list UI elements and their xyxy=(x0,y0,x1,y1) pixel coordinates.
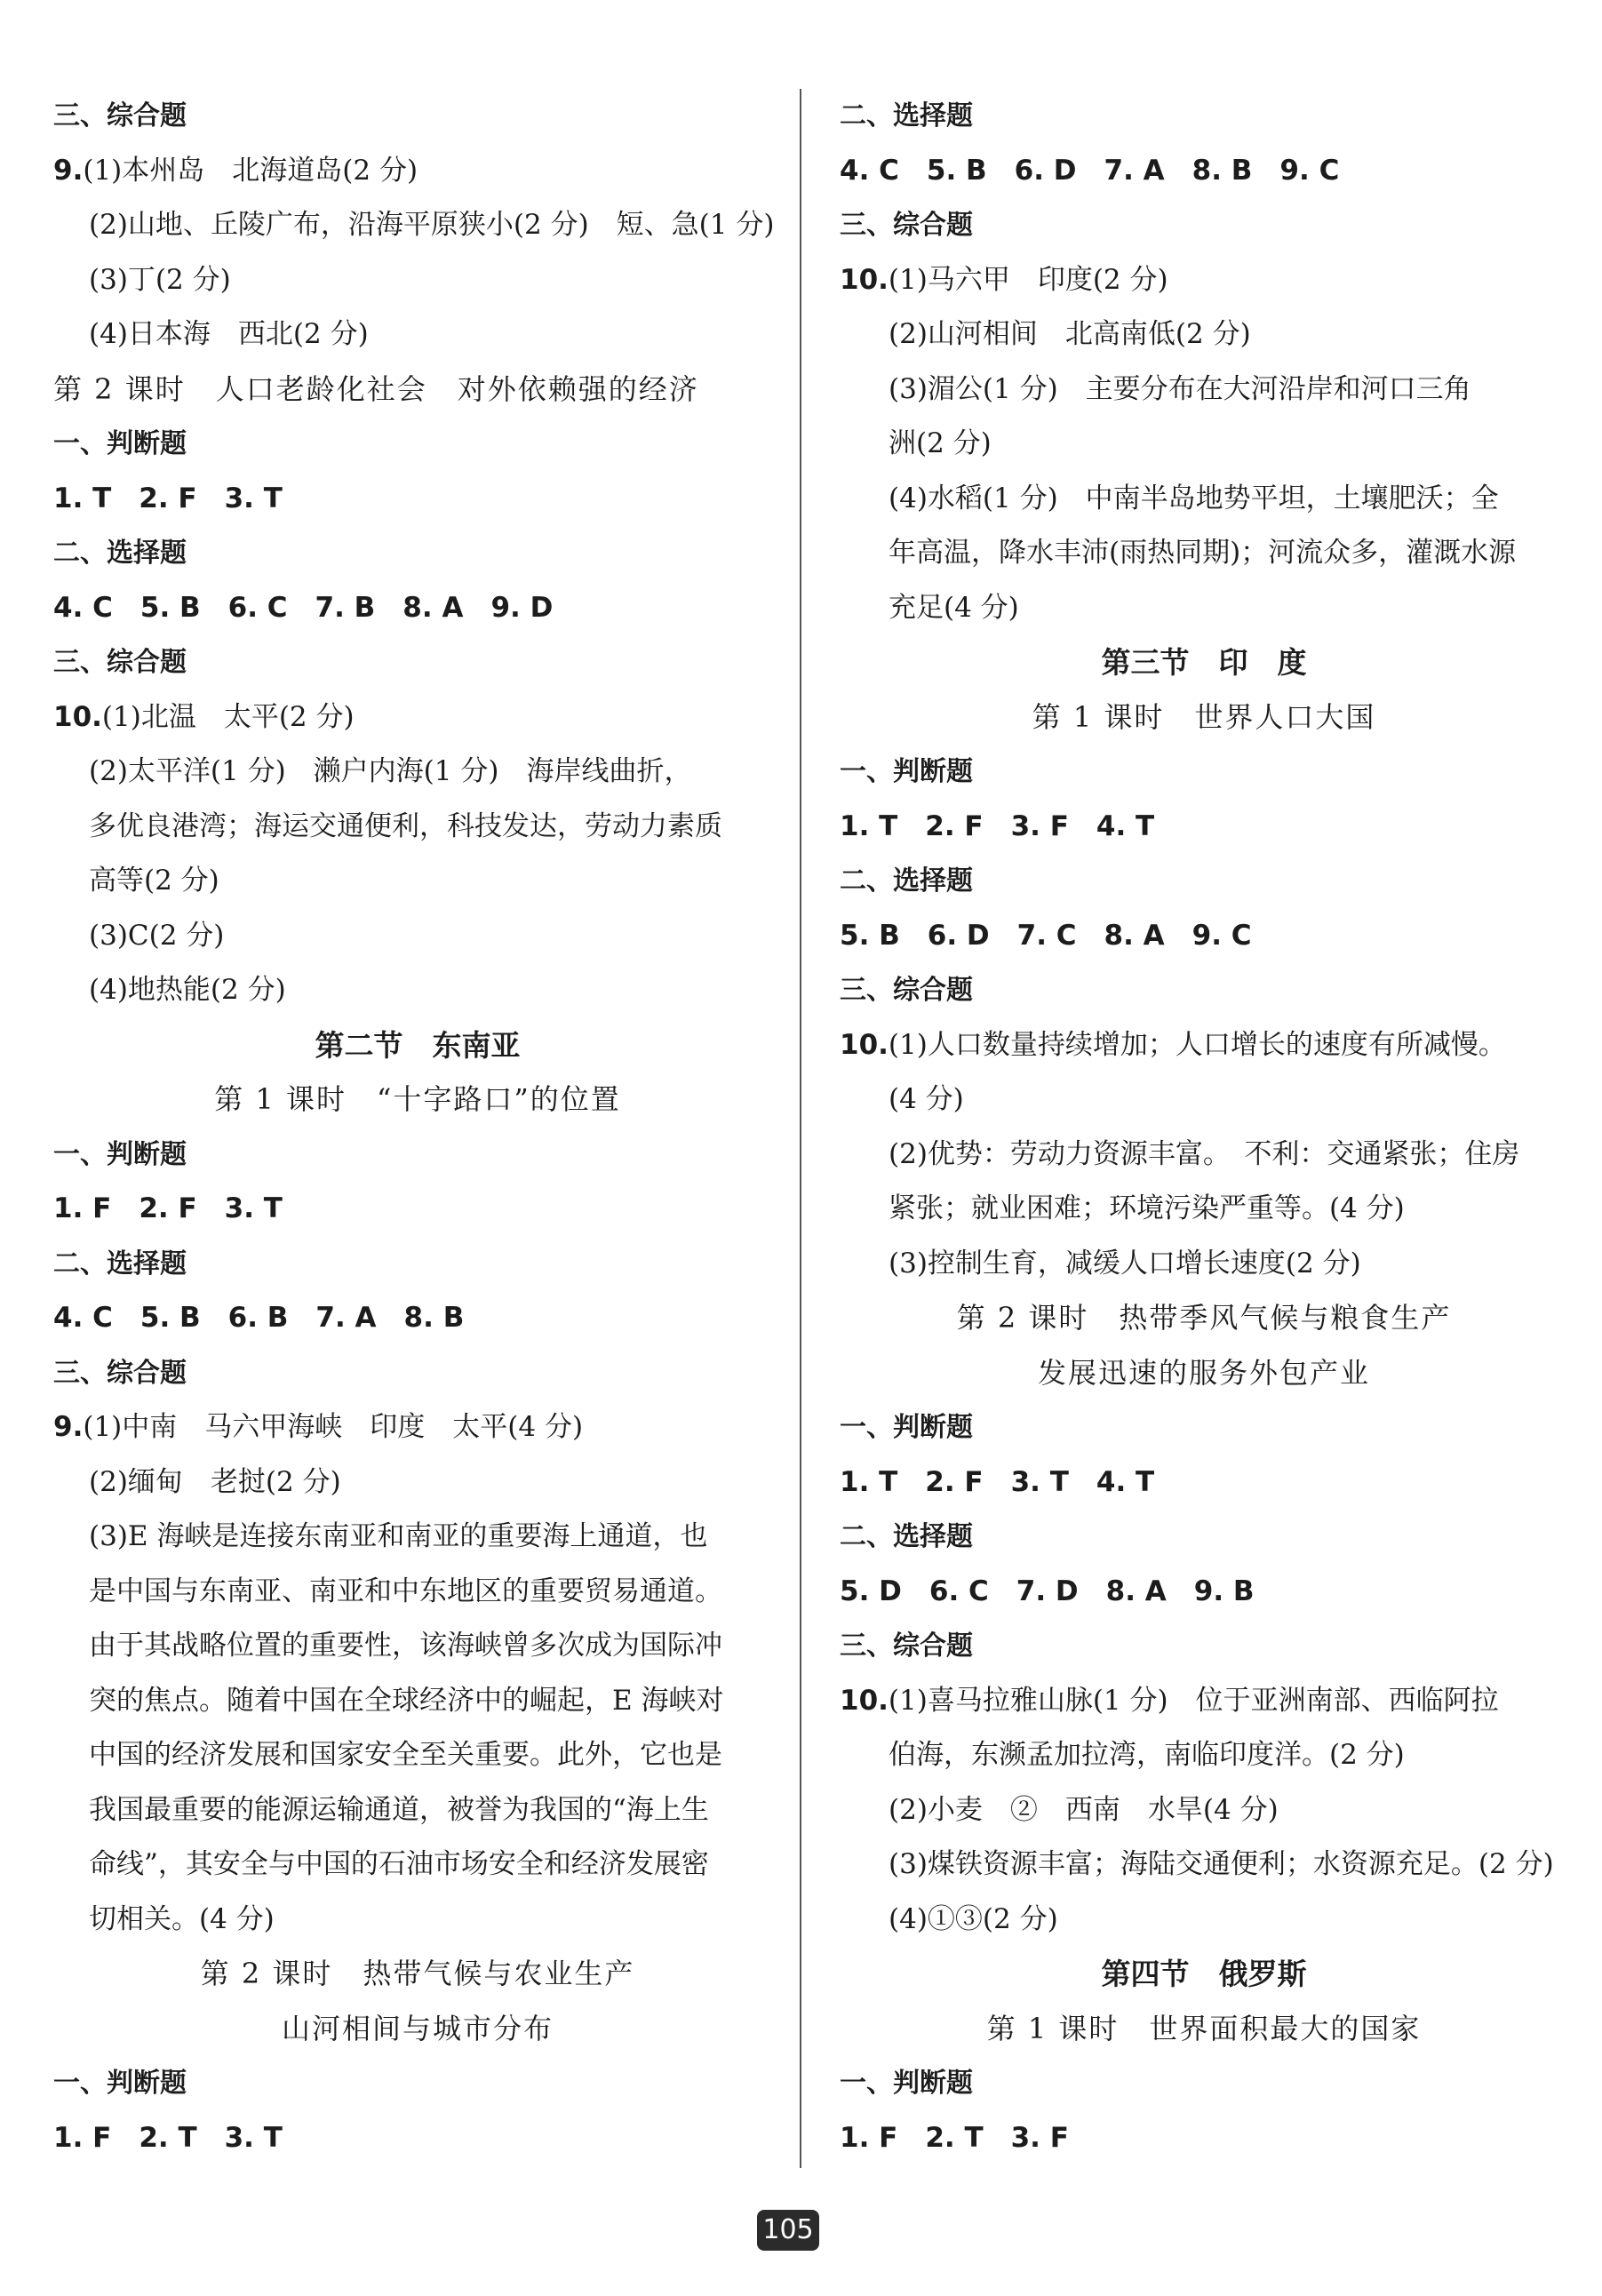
question-10 xyxy=(840,253,1568,308)
section-title: 第三节 印 度 xyxy=(1101,645,1307,680)
lesson-title: 第 1 课时 世界面积最大的国家 xyxy=(986,2011,1422,2045)
answer-line: 高等(2 分) xyxy=(89,865,219,897)
answer-list: 1. F 2. T 3. F xyxy=(840,2121,1069,2154)
question-10 xyxy=(53,690,782,745)
lesson-title: 第 2 课时 热带气候与农业生产 xyxy=(200,1957,635,1990)
answer-text: (1)中南 马六甲海峡 印度 太平(4 分) xyxy=(83,1411,584,1443)
column-divider xyxy=(800,89,801,2168)
answer-list: 1. T 2. F 3. T 4. T xyxy=(840,1465,1155,1498)
answer-line: 中国的经济发展和国家安全至关重要。此外，它也是 xyxy=(89,1739,722,1771)
answer-list: 1. T 2. F 3. T xyxy=(53,482,283,514)
left-column xyxy=(53,89,782,2165)
answer-text: (1)人口数量持续增加；人口增长的速度有所减慢。 xyxy=(888,1028,1506,1061)
question-9 xyxy=(53,144,782,199)
section-heading: 二、选择题 xyxy=(840,1521,973,1552)
answer-line: 洲(2 分) xyxy=(889,427,992,459)
section-title: 第二节 东南亚 xyxy=(315,1027,521,1063)
question-number: 10. xyxy=(840,263,889,296)
answer-line: (3)湄公(1 分) 主要分布在大河沿岸和河口三角 xyxy=(889,372,1471,405)
answer-line: 我国最重要的能源运输通道，被誉为我国的“海上生 xyxy=(89,1793,709,1826)
section-heading: 一、判断题 xyxy=(53,1138,187,1170)
answer-list: 4. C 5. B 6. C 7. B 8. A 9. D xyxy=(53,591,554,624)
lesson-title: 第 1 课时 “十字路口”的位置 xyxy=(214,1082,621,1116)
question-10 xyxy=(840,1018,1568,1073)
answer-line: 充足(4 分) xyxy=(889,591,1019,624)
section-heading: 一、判断题 xyxy=(53,428,187,459)
section-heading: 三、综合题 xyxy=(840,1630,973,1662)
section-heading: 二、选择题 xyxy=(840,865,973,897)
answer-text: (1)马六甲 印度(2 分) xyxy=(888,263,1168,296)
answer-line: (2)山河相间 北高南低(2 分) xyxy=(889,318,1251,350)
section-heading: 二、选择题 xyxy=(840,100,973,132)
answer-line: (2)优势：劳动力资源丰富。 不利：交通紧张；住房 xyxy=(889,1137,1520,1170)
answer-line: (4)日本海 西北(2 分) xyxy=(89,318,369,350)
question-number: 9. xyxy=(53,154,84,187)
answer-line: (2)太平洋(1 分) 濑户内海(1 分) 海岸线曲折， xyxy=(89,755,692,787)
answer-line: (2)山地、丘陵广布，沿海平原狭小(2 分) 短、急(1 分) xyxy=(89,209,775,241)
question-number: 10. xyxy=(840,1684,889,1717)
section-heading: 二、选择题 xyxy=(53,538,187,569)
answer-line: (4)水稻(1 分) 中南半岛地势平坦，土壤肥沃；全 xyxy=(889,482,1499,514)
section-heading: 一、判断题 xyxy=(840,756,973,787)
answer-line: (4 分) xyxy=(889,1083,964,1115)
answer-list: 5. B 6. D 7. C 8. A 9. C xyxy=(840,919,1252,952)
answer-list: 5. D 6. C 7. D 8. A 9. B xyxy=(840,1575,1255,1607)
answer-line: 突的焦点。随着中国在全球经济中的崛起，E 海峡对 xyxy=(89,1684,724,1717)
answer-line: (3)E 海峡是连接东南亚和南亚的重要海上通道，也 xyxy=(89,1520,708,1552)
answer-text: (1)本州岛 北海道岛(2 分) xyxy=(83,154,418,187)
answer-list: 4. C 5. B 6. D 7. A 8. B 9. C xyxy=(840,154,1340,187)
answer-line: (3)丁(2 分) xyxy=(89,263,231,296)
section-heading: 一、判断题 xyxy=(840,1412,973,1443)
page-number: 105 xyxy=(757,2210,819,2251)
answer-line: 切相关。(4 分) xyxy=(89,1902,275,1935)
answer-list: 1. F 2. F 3. T xyxy=(53,1192,283,1224)
answer-line: 紧张；就业困难；环境污染严重等。(4 分) xyxy=(889,1192,1405,1224)
answer-line: 多优良港湾；海运交通便利，科技发达，劳动力素质 xyxy=(89,809,722,842)
question-number: 10. xyxy=(840,1028,889,1061)
answer-text: (1)北温 太平(2 分) xyxy=(101,700,355,733)
lesson-subtitle: 发展迅速的服务外包产业 xyxy=(1037,1355,1370,1390)
answer-line: 命线”，其安全与中国的石油市场安全和经济发展密 xyxy=(89,1848,709,1880)
section-heading: 一、判断题 xyxy=(840,2068,973,2099)
lesson-title: 第 2 课时 热带季风气候与粮食生产 xyxy=(956,1301,1452,1335)
answer-line: (3)C(2 分) xyxy=(89,919,225,952)
answer-line: 伯海，东濒孟加拉湾，南临印度洋。(2 分) xyxy=(889,1739,1405,1771)
answer-line: (4)①③(2 分) xyxy=(889,1902,1058,1935)
section-heading: 三、综合题 xyxy=(840,210,973,241)
answer-line: 年高温，降水丰沛(雨热同期)；河流众多，灌溉水源 xyxy=(889,537,1517,569)
answer-line: (3)煤铁资源丰富；海陆交通便利；水资源充足。(2 分) xyxy=(889,1848,1554,1880)
answer-line: (2)小麦 ② 西南 水旱(4 分) xyxy=(889,1793,1279,1826)
answer-line: 是中国与东南亚、南亚和中东地区的重要贸易通道。 xyxy=(89,1575,722,1607)
answer-list: 4. C 5. B 6. B 7. A 8. B xyxy=(53,1302,465,1334)
answer-text: (1)喜马拉雅山脉(1 分) 位于亚洲南部、西临阿拉 xyxy=(888,1684,1499,1717)
section-heading: 三、综合题 xyxy=(53,1357,187,1389)
section-title: 第四节 俄罗斯 xyxy=(1101,1957,1307,1991)
question-number: 10. xyxy=(53,700,102,733)
question-number: 9. xyxy=(53,1411,84,1443)
section-heading: 三、综合题 xyxy=(840,975,973,1006)
answer-list: 1. T 2. F 3. F 4. T xyxy=(840,809,1155,842)
answer-line: (3)控制生育，减缓人口增长速度(2 分) xyxy=(889,1247,1361,1280)
lesson-subtitle: 山河相间与城市分布 xyxy=(281,2011,554,2045)
lesson-title: 第 1 课时 世界人口大国 xyxy=(1032,699,1376,734)
question-9 xyxy=(53,1400,782,1455)
section-heading: 二、选择题 xyxy=(53,1248,187,1280)
answer-list: 1. F 2. T 3. T xyxy=(53,2121,283,2154)
answer-line: (4)地热能(2 分) xyxy=(89,974,286,1006)
section-heading: 三、综合题 xyxy=(53,647,187,678)
answer-line: 由于其战略位置的重要性，该海峡曾多次成为国际冲 xyxy=(89,1630,722,1662)
right-column xyxy=(840,89,1568,2165)
question-10 xyxy=(840,1674,1568,1729)
section-heading: 一、判断题 xyxy=(53,2068,187,2099)
answer-line: (2)缅甸 老挝(2 分) xyxy=(89,1465,341,1498)
section-heading: 三、综合题 xyxy=(53,100,187,132)
lesson-title: 第 2 课时 人口老龄化社会 对外依赖强的经济 xyxy=(53,371,699,406)
